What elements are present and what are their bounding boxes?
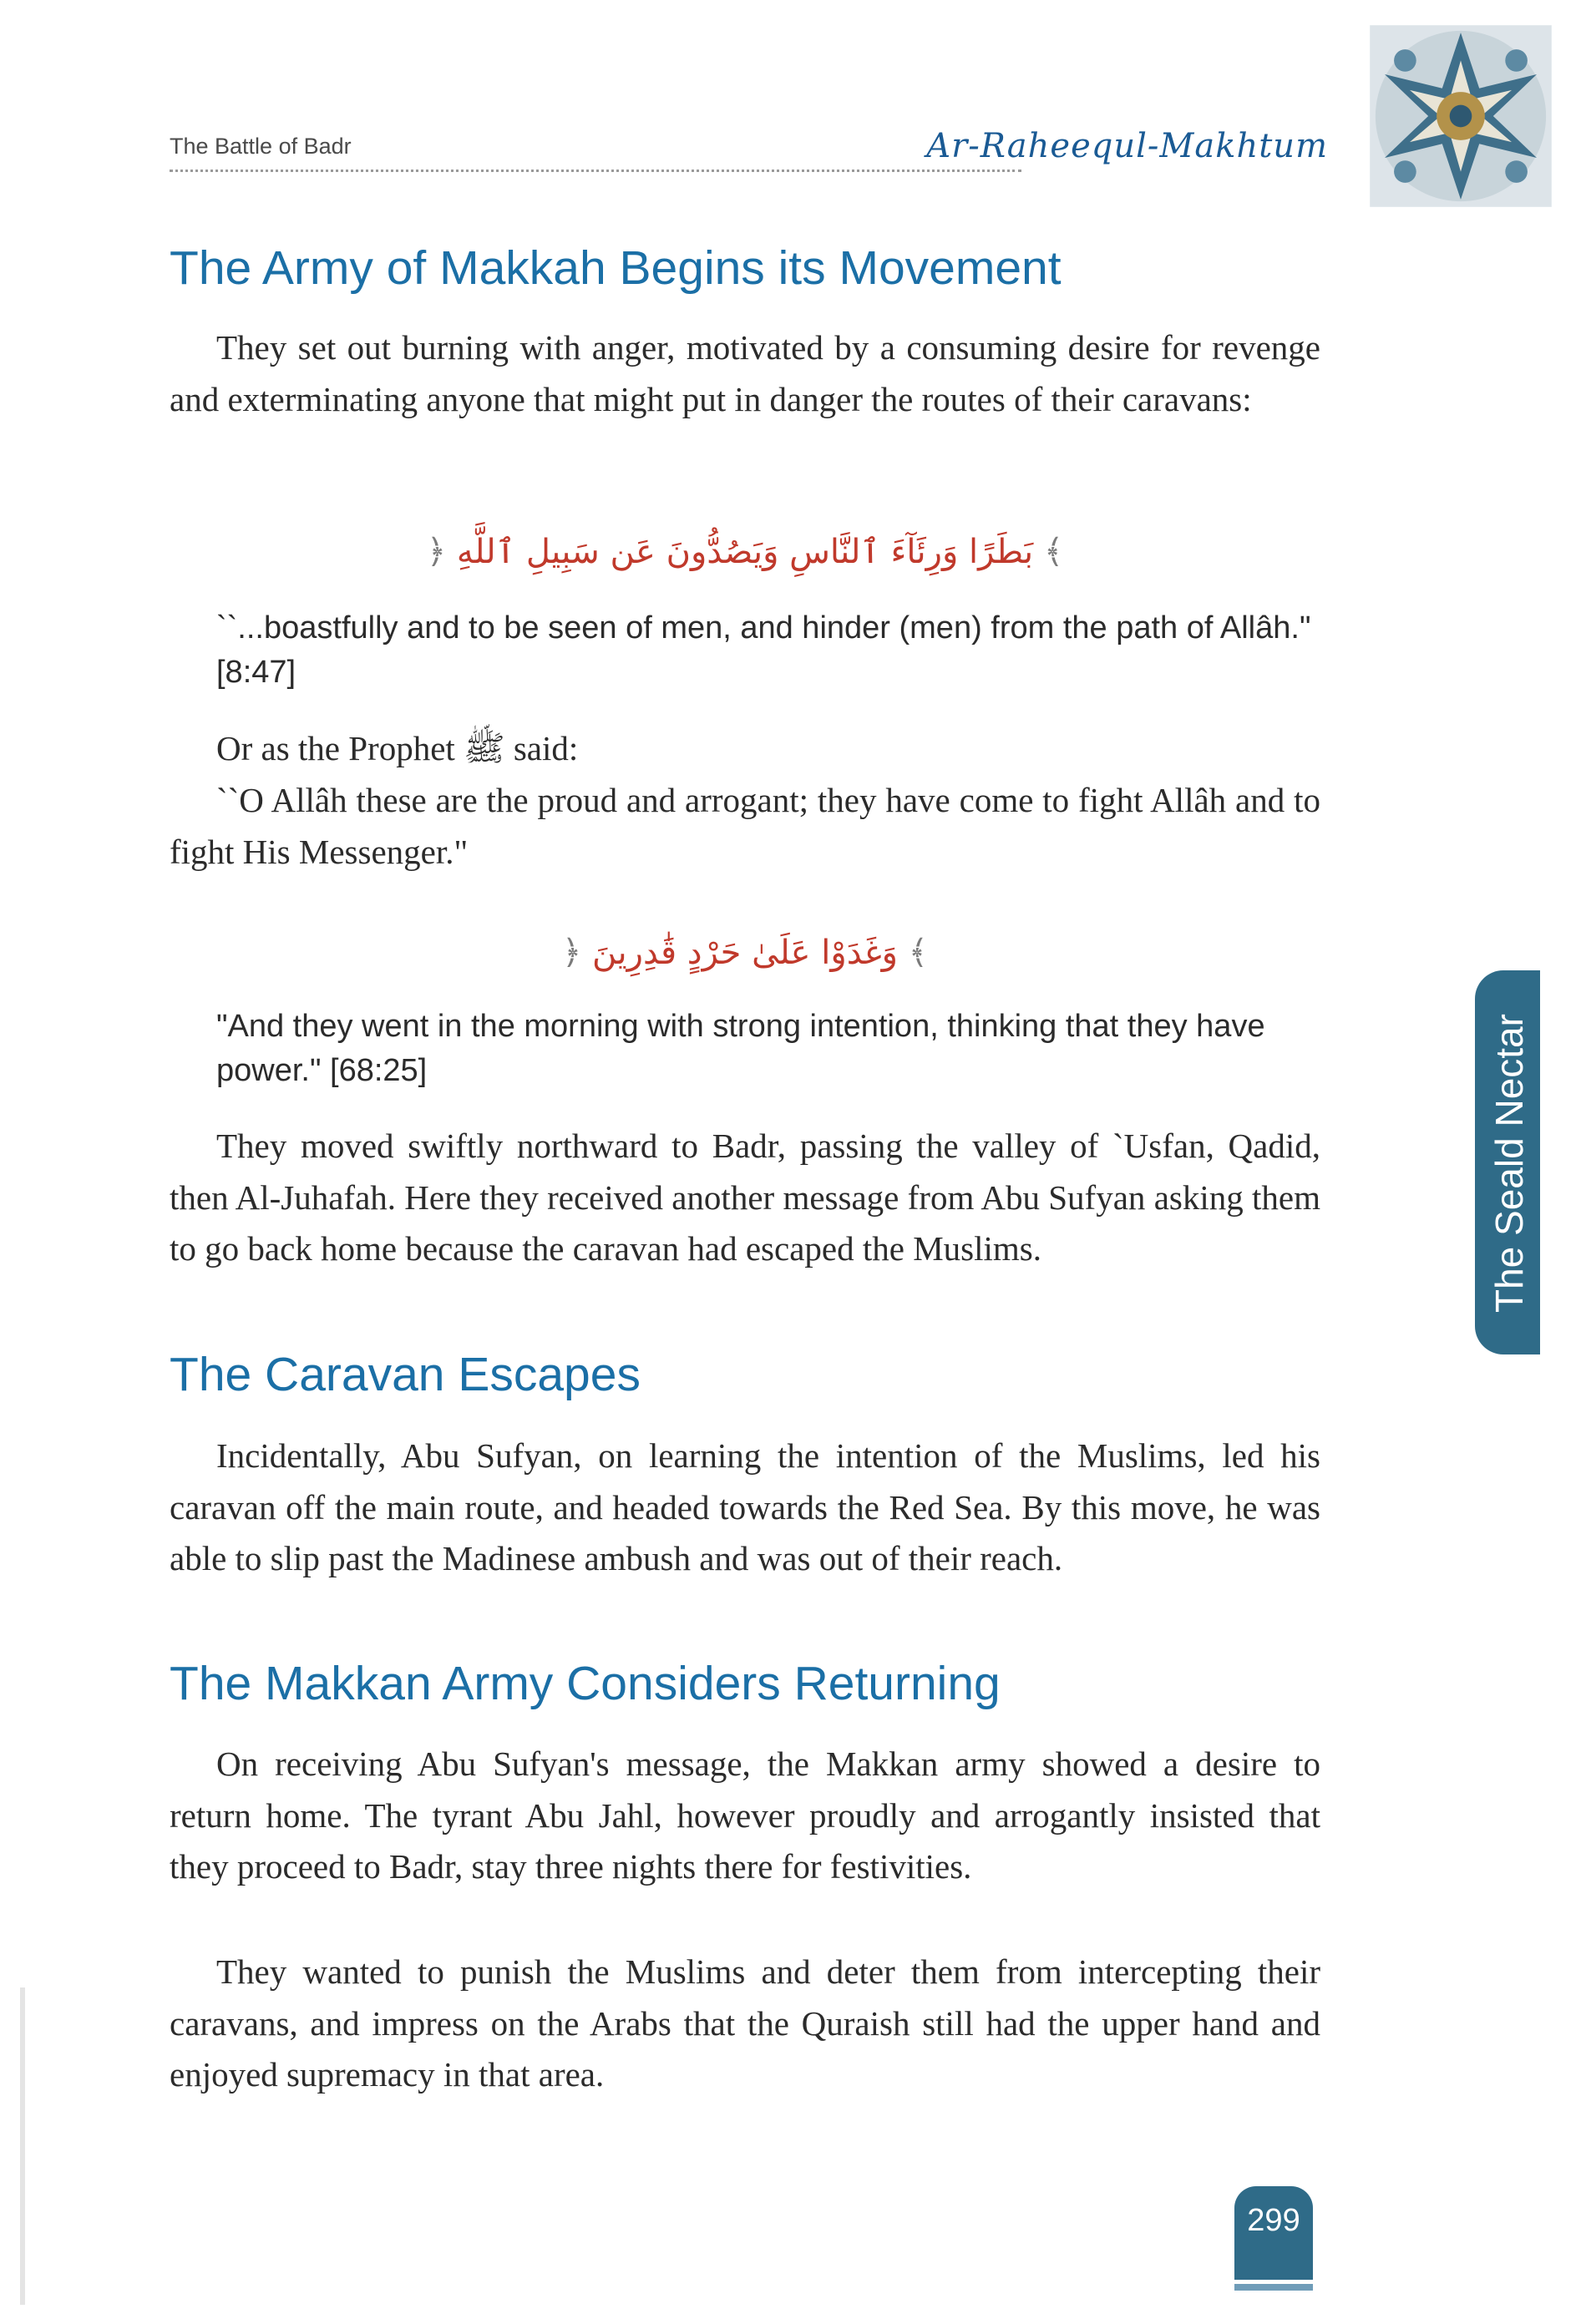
geometric-star-ornament-icon [1368,23,1553,209]
header-dotted-rule [170,170,1021,172]
page-edge-shadow [20,1987,25,2305]
section-heading-army-of-makkah: The Army of Makkah Begins its Movement [170,241,1062,295]
side-tab-label: The Seald Nectar [1487,1014,1531,1313]
ornate-bracket-close: ﴾ [1043,533,1064,571]
paragraph-army-sets-out: They set out burning with anger, motivated by a consuming desire for revenge and exterminating anyone that might put in danger the routes of their caravans: [170,328,1320,418]
paragraph-punish-muslims: They wanted to punish the Muslims and deter them from intercepting their caravans, and impress on the Arabs that the Quraish still had the upper hand and enjoyed supremacy in that area. [170,1952,1320,2094]
ornate-bracket-close: ﴾ [908,934,929,972]
quran-verse-8-47-arabic: بَطَرًا وَرِئَآءَ ٱلنَّاسِ وَيَصُدُّونَ عَن سَبِيلِ ٱللَّهِ [456,533,1034,571]
ornate-bracket-open: ﴿ [426,533,447,571]
paragraph-prophet-quote: ``O Allâh these are the proud and arrogant; they have come to fight Allâh and to fight His Messenger." [170,781,1320,871]
running-head-chapter: The Battle of Badr [170,134,352,159]
paragraph-abu-sufyan-message: On receiving Abu Sufyan's message, the Makkan army showed a desire to return home. The tyrant Abu Jahl, however proudly and arrogantly insisted that they proceed to Badr, stay three nights there for festivities. [170,1744,1320,1886]
paragraph-moved-northward: They moved swiftly northward to Badr, passing the valley of `Usfan, Qadid, then Al-Juhafah. Here they received another message from Abu Sufyan asking them to go back home because the caravan had escaped the Muslims. [170,1127,1320,1268]
quran-verse-68-25-arabic: وَغَدَوْا عَلَىٰ حَرْدٍ قَٰدِرِينَ [592,934,898,972]
page-number: 299 [1247,2203,1300,2238]
verse-translation-8-47: ``...boastfully and to be seen of men, and hinder (men) from the path of Allâh." [8:47] [216,610,1311,690]
section-heading-caravan-escapes: The Caravan Escapes [170,1348,641,1401]
quran-verse-68-25 [170,934,1320,972]
ornate-bracket-open: ﴿ [561,934,582,972]
page-number-rule [1234,2284,1313,2291]
running-head-book-title: Ar-Raheequl-Makhtum [926,127,1328,165]
verse-translation-68-25: "And they went in the morning with strong intention, thinking that they have power." [68:25] [216,1009,1265,1088]
section-heading-makkan-army-returning: The Makkan Army Considers Returning [170,1657,1001,1710]
paragraph-caravan-escapes: Incidentally, Abu Sufyan, on learning the intention of the Muslims, led his caravan off the main route, and headed towards the Red Sea. By this move, he was able to slip past the Madinese ambush and was out of their reach. [170,1436,1320,1577]
paragraph-prophet-said-intro: Or as the Prophet ﷺ said: [216,729,579,767]
quran-verse-8-47 [170,533,1320,571]
